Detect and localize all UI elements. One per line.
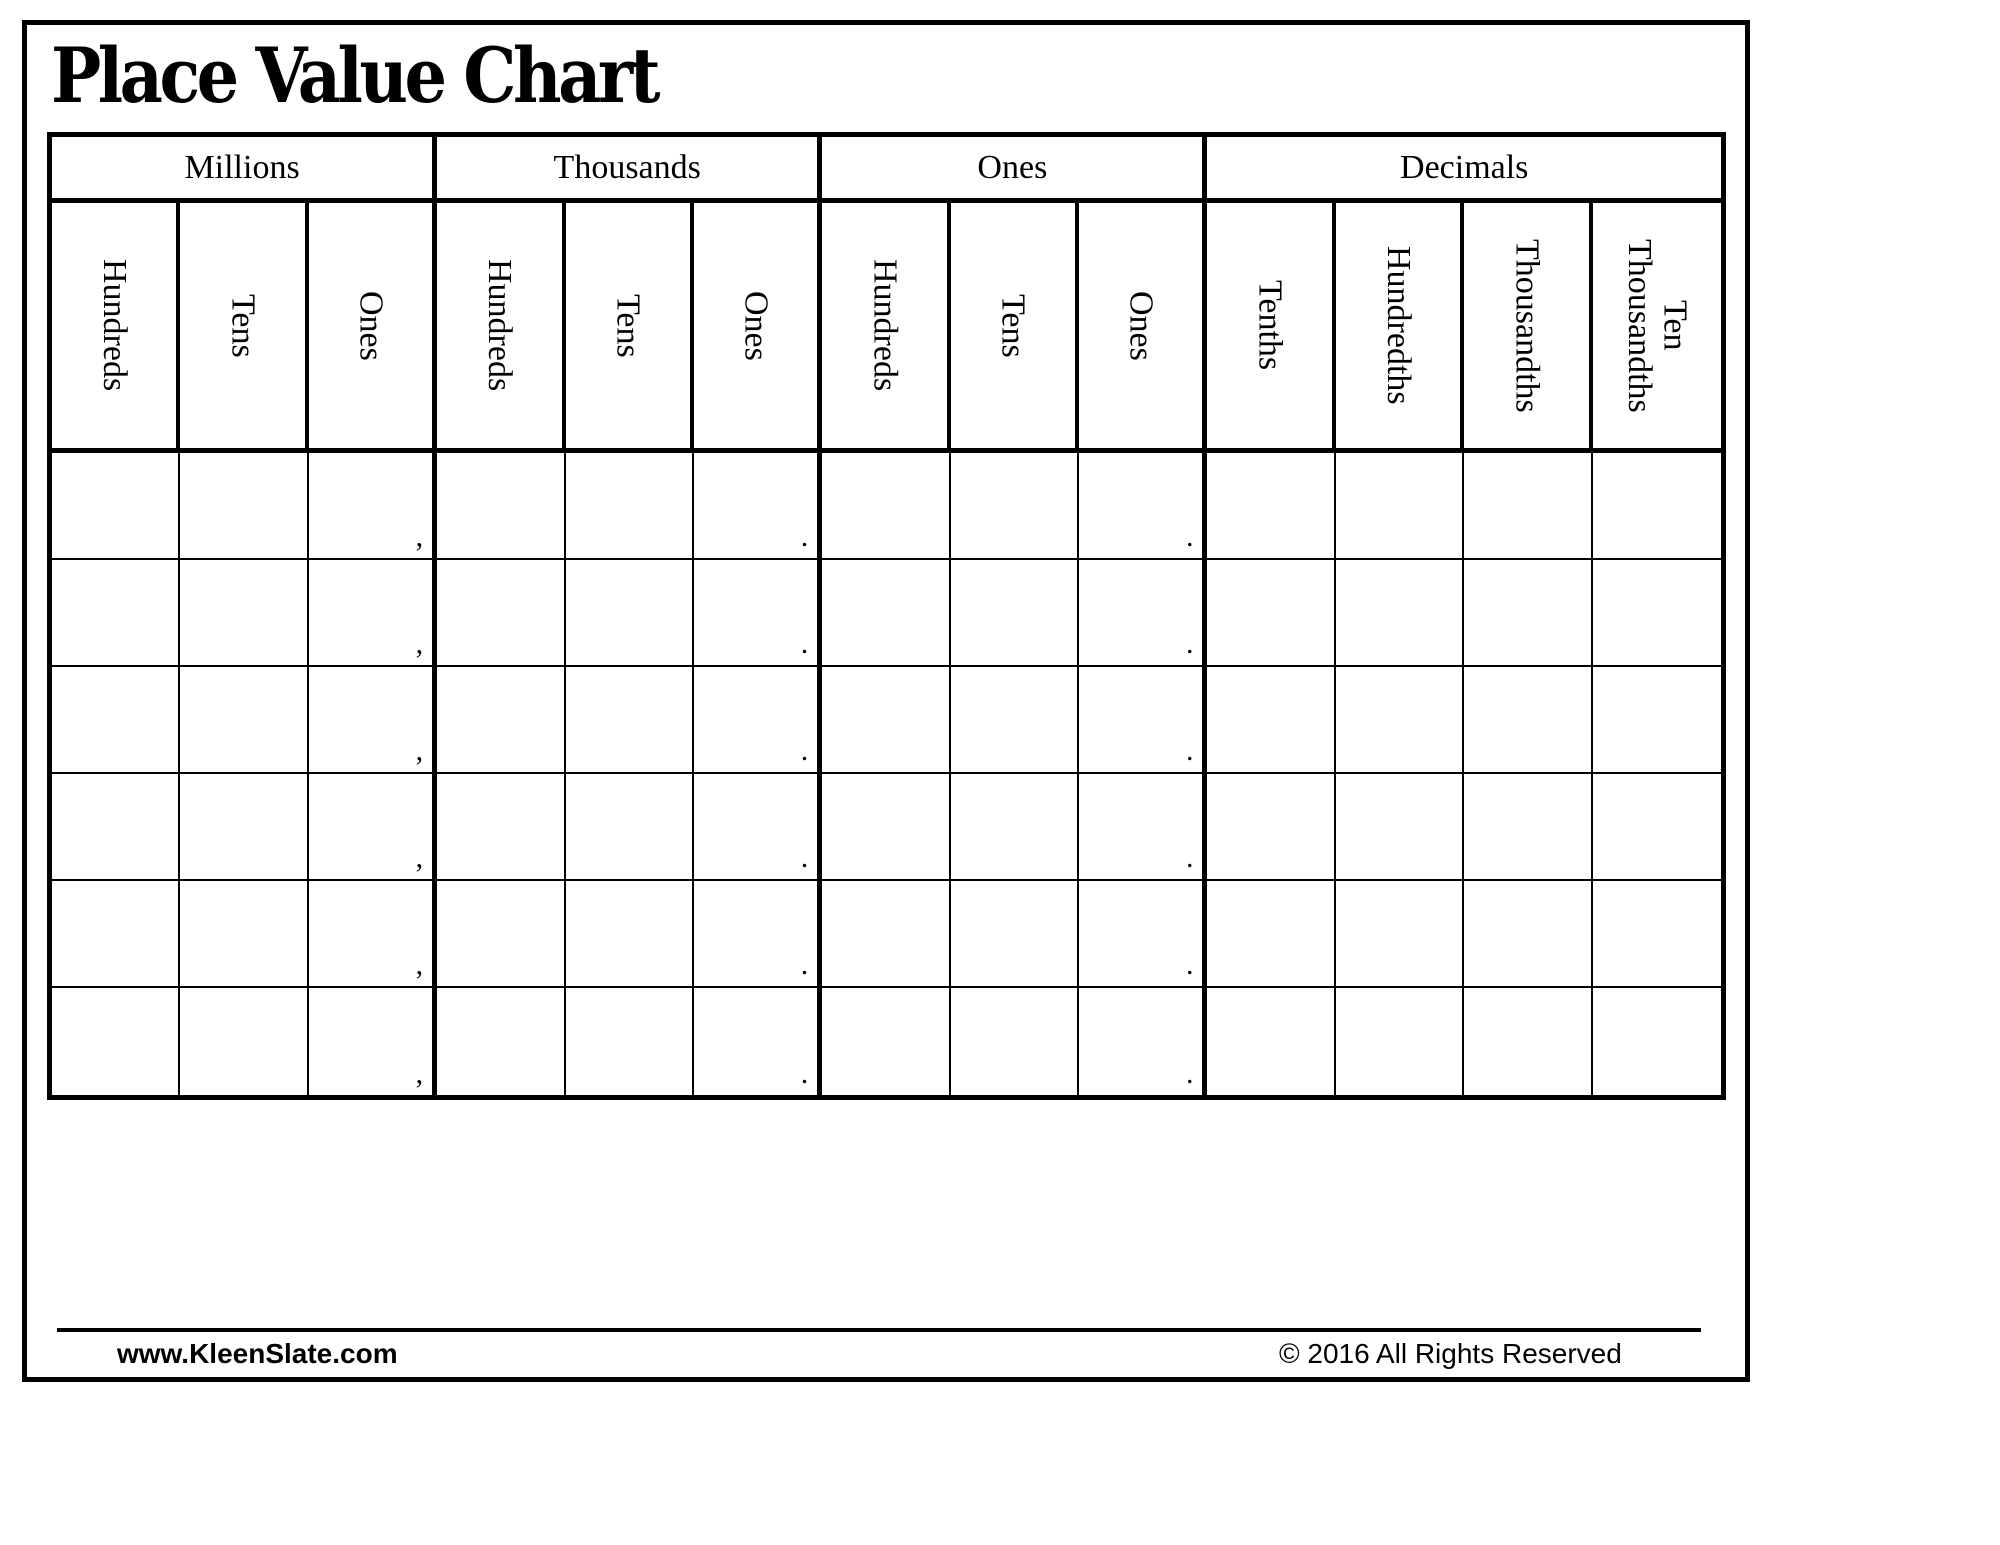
page-title: Place Value Chart xyxy=(51,31,658,120)
table-cell[interactable] xyxy=(694,881,822,988)
table-cell[interactable] xyxy=(1207,560,1335,667)
table-cell[interactable] xyxy=(52,774,180,881)
point-separator: . xyxy=(800,948,809,981)
table-cell[interactable] xyxy=(437,881,565,988)
column-header-label: Ones xyxy=(737,290,775,361)
footer-copyright: © 2016 All Rights Reserved xyxy=(1279,1338,1622,1369)
point-separator: . xyxy=(1185,1057,1194,1090)
table-cell[interactable] xyxy=(180,881,308,988)
column-header-ten-thousandths xyxy=(1593,203,1721,453)
column-header-tens xyxy=(180,203,308,453)
table-cell[interactable] xyxy=(1079,667,1207,774)
footer-website: www.KleenSlate.com xyxy=(117,1338,398,1369)
table-cell[interactable] xyxy=(1079,988,1207,1095)
table-cell[interactable] xyxy=(566,560,694,667)
point-separator: . xyxy=(800,520,809,553)
table-cell[interactable] xyxy=(951,881,1079,988)
column-header-label: Hundreds xyxy=(96,259,134,392)
table-cell[interactable] xyxy=(437,988,565,1095)
column-header-thousandths xyxy=(1464,203,1592,453)
table-cell[interactable] xyxy=(1464,560,1592,667)
table-cell[interactable] xyxy=(309,881,437,988)
column-header-label: Ones xyxy=(1122,290,1160,361)
table-cell[interactable] xyxy=(1593,774,1721,881)
table-cell[interactable] xyxy=(180,453,308,560)
column-header-label: Tenths xyxy=(1251,280,1289,371)
column-header-tens xyxy=(951,203,1079,453)
table-cell[interactable] xyxy=(309,453,437,560)
table-cell[interactable] xyxy=(1464,988,1592,1095)
point-separator: . xyxy=(800,734,809,767)
column-header-label: Tens xyxy=(609,293,647,358)
table-cell[interactable] xyxy=(180,667,308,774)
table-cell[interactable] xyxy=(1593,560,1721,667)
table-cell[interactable] xyxy=(180,774,308,881)
table-cell[interactable] xyxy=(1079,774,1207,881)
table-cell[interactable] xyxy=(566,881,694,988)
table-cell[interactable] xyxy=(52,988,180,1095)
column-header-hundredths xyxy=(1336,203,1464,453)
table-cell[interactable] xyxy=(1207,988,1335,1095)
comma-separator: , xyxy=(415,948,424,981)
table-cell[interactable] xyxy=(951,774,1079,881)
comma-separator: , xyxy=(415,841,424,874)
column-header-hundreds xyxy=(822,203,950,453)
table-cell[interactable] xyxy=(1207,667,1335,774)
table-cell[interactable] xyxy=(309,774,437,881)
table-cell[interactable] xyxy=(1207,881,1335,988)
table-cell[interactable] xyxy=(822,881,950,988)
table-cell[interactable] xyxy=(1336,988,1464,1095)
point-separator: . xyxy=(800,841,809,874)
group-header-millions: Millions xyxy=(52,137,437,203)
table-cell[interactable] xyxy=(1593,988,1721,1095)
table-cell[interactable] xyxy=(1336,667,1464,774)
column-header-label: Thousandths xyxy=(1508,238,1546,413)
place-value-table xyxy=(47,132,1726,1100)
table-cell[interactable] xyxy=(822,667,950,774)
table-cell[interactable] xyxy=(694,988,822,1095)
table-cell[interactable] xyxy=(822,453,950,560)
table-cell[interactable] xyxy=(1593,667,1721,774)
table-cell[interactable] xyxy=(1593,453,1721,560)
table-cell[interactable] xyxy=(309,560,437,667)
table-cell[interactable] xyxy=(694,453,822,560)
group-header-thousands: Thousands xyxy=(437,137,822,203)
table-cell[interactable] xyxy=(1593,881,1721,988)
table-cell[interactable] xyxy=(1336,560,1464,667)
table-cell[interactable] xyxy=(566,453,694,560)
column-header-label: Tens xyxy=(994,293,1032,358)
column-header-tenths xyxy=(1207,203,1335,453)
column-header-ones xyxy=(694,203,822,453)
comma-separator: , xyxy=(415,627,424,660)
table-cell[interactable] xyxy=(566,988,694,1095)
table-cell[interactable] xyxy=(1464,774,1592,881)
table-cell[interactable] xyxy=(1079,881,1207,988)
table-cell[interactable] xyxy=(1336,774,1464,881)
point-separator: . xyxy=(1185,948,1194,981)
column-header-label: Tens xyxy=(224,293,262,358)
point-separator: . xyxy=(1185,841,1194,874)
table-cell[interactable] xyxy=(1079,453,1207,560)
column-header-ones xyxy=(1079,203,1207,453)
table-cell[interactable] xyxy=(180,560,308,667)
group-header-decimals: Decimals xyxy=(1207,137,1721,203)
table-cell[interactable] xyxy=(694,667,822,774)
table-cell[interactable] xyxy=(1079,560,1207,667)
table-cell[interactable] xyxy=(1336,881,1464,988)
table-cell[interactable] xyxy=(309,667,437,774)
point-separator: . xyxy=(1185,627,1194,660)
table-cell[interactable] xyxy=(1464,453,1592,560)
table-cell[interactable] xyxy=(951,560,1079,667)
table-cell[interactable] xyxy=(180,988,308,1095)
point-separator: . xyxy=(800,1057,809,1090)
column-header-hundreds xyxy=(52,203,180,453)
table-cell[interactable] xyxy=(951,667,1079,774)
comma-separator: , xyxy=(415,520,424,553)
table-cell[interactable] xyxy=(1464,667,1592,774)
column-header-label: Ones xyxy=(352,290,390,361)
comma-separator: , xyxy=(415,1057,424,1090)
table-cell[interactable] xyxy=(52,881,180,988)
column-header-ones xyxy=(309,203,437,453)
table-cell[interactable] xyxy=(1207,774,1335,881)
point-separator: . xyxy=(1185,734,1194,767)
table-cell[interactable] xyxy=(437,667,565,774)
table-cell[interactable] xyxy=(52,453,180,560)
column-header-label: Hundreds xyxy=(866,259,904,392)
footer-divider xyxy=(57,1328,1701,1332)
table-cell[interactable] xyxy=(951,988,1079,1095)
table-cell[interactable] xyxy=(437,774,565,881)
point-separator: . xyxy=(1185,520,1194,553)
table-cell[interactable] xyxy=(822,988,950,1095)
table-cell[interactable] xyxy=(822,774,950,881)
comma-separator: , xyxy=(415,734,424,767)
table-cell[interactable] xyxy=(309,988,437,1095)
table-cell[interactable] xyxy=(951,453,1079,560)
group-header-ones: Ones xyxy=(822,137,1207,203)
table-cell[interactable] xyxy=(437,453,565,560)
table-cell[interactable] xyxy=(1207,453,1335,560)
column-header-label: Ten Thousandths xyxy=(1620,238,1694,413)
table-cell[interactable] xyxy=(52,560,180,667)
table-cell[interactable] xyxy=(566,667,694,774)
table-cell[interactable] xyxy=(822,560,950,667)
table-cell[interactable] xyxy=(1464,881,1592,988)
table-cell[interactable] xyxy=(437,560,565,667)
column-header-tens xyxy=(566,203,694,453)
table-cell[interactable] xyxy=(694,560,822,667)
column-header-label: Hundredths xyxy=(1379,246,1417,405)
table-cell[interactable] xyxy=(52,667,180,774)
column-header-label: Hundreds xyxy=(481,259,519,392)
column-header-hundreds xyxy=(437,203,565,453)
point-separator: . xyxy=(800,627,809,660)
table-cell[interactable] xyxy=(1336,453,1464,560)
table-cell[interactable] xyxy=(566,774,694,881)
table-cell[interactable] xyxy=(694,774,822,881)
